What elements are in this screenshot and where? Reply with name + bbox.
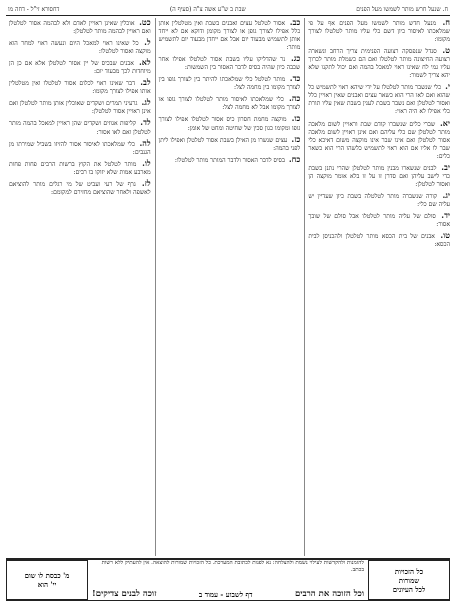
paragraph (308, 191, 450, 209)
paragraph (308, 46, 450, 80)
section-number: לז. (141, 177, 151, 188)
paragraph (9, 159, 151, 177)
column-left (6, 18, 151, 556)
section-number: ח. (442, 18, 450, 27)
paragraph-text: סולם של עליה מותר לטלטלו אבל סולם של שובך אסור: (308, 212, 450, 229)
text-columns (6, 18, 450, 556)
paragraph-text: דבר שאינו ראוי לכלום אסור לטלטלו ואין מטלטלין אותו אפילו לצורך מקומו: (8, 80, 151, 96)
logo-left-line1: מ' כבסת לו שום (24, 571, 70, 580)
paragraph-text: אוכלין שאינן ראויין לאדם ולא לבהמה אסור לטלטלן ואם ראויין לבהמה מותר לטלטלן: (8, 20, 151, 36)
logo-right-line1: כל הזכויות (394, 566, 424, 576)
paragraph-text: גרף של רעי ועביט של מי רגלים מותר להוציאם לאשפה ולאחר שהוציאם מחזירם למקומם: (8, 180, 151, 196)
paragraph (9, 38, 151, 56)
section-number: כו. (291, 113, 301, 124)
section-number: טו. (440, 230, 450, 241)
footer-middle (88, 560, 368, 600)
section-number: כד. (289, 73, 301, 84)
logo-right-line2: שמורות (398, 575, 420, 585)
paragraph (9, 58, 151, 76)
paragraph (9, 139, 151, 157)
paragraph (308, 163, 450, 189)
paragraph (308, 119, 450, 161)
footer-logo-left (6, 560, 88, 600)
paragraph-text: גרעיני תמרים ושקדים שאוכלין אותן מותר לטלטלן ואם אינן ראויין אסור לטלטלן: (8, 100, 151, 116)
page-footer (6, 560, 450, 601)
paragraph-text: קליפות אגוזים ושקדים שהן ראויין למאכל בהמה מותר לטלטלן ואם לאו אסור: (8, 120, 151, 136)
header-center: שבת ב ש"ע אשה צ"ה (סעיף ה) (169, 6, 246, 13)
paragraph-text: כל שאינו ראוי למאכל היום ונעשה ראוי למחר הוא מוקצה ואסור לטלטלו: (8, 40, 151, 56)
footer-slogan-left: זוכה לבנים צדיקים! (92, 589, 157, 599)
paragraph (9, 118, 151, 136)
footer-slogan-row (92, 589, 364, 600)
paragraph (159, 54, 301, 72)
paragraph (308, 231, 450, 249)
column-middle (155, 18, 301, 556)
paragraph (159, 74, 301, 92)
paragraph (308, 82, 450, 116)
footer-fine-print: להזמנות ולהקדשות לעילוי נשמת ולהצלחה: נא לפנות לכתובת המערכת. כל הזכויות שמורות להוצאה. אין להעתיק ללא רשות בכתב. (101, 560, 364, 573)
paragraph (308, 18, 450, 44)
paragraph-text: כלי שמלאכתו לאיסור אסור להזיזו בשביל שמירתו מן הגנבים: (8, 140, 151, 156)
paragraph-text: בסיס לדבר האסור ולדבר המותר מותר לטלטלו: (174, 156, 285, 164)
paragraph (9, 98, 151, 116)
section-number: יב. (441, 161, 450, 172)
paragraph (9, 179, 151, 197)
paragraph-text: שברי כלים שנשברו קודם שבת וראויין לשום מלאכה מותר לטלטלן שם כלי עליהם ואם אינן ראויין לשום מלאכה אסור לטלטלן ואם אינו שבר אינו מוקצה משום דאיכא כלי שבר לו אליו אם הוא ראוי לתשמיש כלשהו הרי הוא כשאר כלים: (308, 120, 450, 160)
paragraph (159, 94, 301, 112)
paragraph-text: אסור לטלטל עצים ואבנים בשבת ואין מטלטלין אותן כלל אפילו לצורך גופן או לצורך מקומן ודוקא אם לא ייחד אותן לתשמיש מבעוד יום אבל אם ייחדן מבעוד יום לתשמיש מותר: (158, 20, 301, 52)
section-number: י. (445, 81, 450, 92)
column-right (304, 18, 450, 556)
paragraph-text: מנעל חדש מותר לשמשו מעל הפנים אף על פי שמלאכתו לאיסור כיון דשם כלי עליו מותר לטלטלו לצורך מקומו: (308, 20, 450, 44)
paragraph-text: עצים שנשרו מן האילן בשבת אסור לטלטלן ואפילו ליתן לפני בהמה: (158, 136, 301, 152)
paragraph (9, 18, 151, 36)
paragraph-text: אבנים שבכיס של יין אסור לטלטלן אלא אם כן הן מיוחדות לכך מבעוד יום: (8, 60, 151, 76)
paragraph-text: נר שהדליקו עליו בשבת אסור לטלטלו אפילו אחר שכבה כיון שהיה בסיס לדבר האסור בין השמשות: (158, 56, 301, 72)
section-number: ט. (442, 45, 450, 56)
logo-right-line3: לכל העיונים (392, 584, 426, 594)
section-number: יא. (439, 117, 450, 128)
paragraph-text: לבנים שנשארו מבנין מותר לטלטלן שהרי נתנן בשבת כדי לישב עליהן ואם סדרן זו על זו בלא אומר מוקצה הן ואסור לטלטלן: (308, 164, 450, 188)
section-number: יד. (441, 209, 450, 220)
paragraph-text: סנדל שנפסקה רצועה הפנימית צריך הרחב ונשארה רצועה החיצונה מותר לטלטלו ואם הם כשמלת מותר לכרוך עליו גמי לח שאינו ראוי למאכל בהמה ואם יכול לתקנו שלא יהא צריך לשמור: (308, 48, 450, 80)
paragraph-text: כלי שנשבר מותר לטלטלו על ידי שיהא ראוי לתשמיש כל שהוא ואם לאו הרי הוא כשאר עצים ואבנים שאין ראויין כלל ואסור לטלטלן ואם נשבר בשבת לענין בשבת שאין עליו תורת כלי אפילו לא היה ראוי: (308, 84, 450, 116)
section-number: לה. (139, 137, 151, 148)
section-number: כח. (288, 153, 301, 164)
paragraph-text: קורה שנשברה מותר לטלטלה בשבת כיון שעדיין יש עליה שם כלי: (308, 192, 450, 208)
paragraph (308, 211, 450, 229)
paragraph-text: מותר לטלטל כלי שמלאכתו להיתר בין לצורך גופו בין לצורך מקומו בין מחמה לצל: (158, 76, 301, 92)
paragraph (159, 135, 301, 153)
section-number: לב. (140, 77, 151, 88)
page-header (6, 6, 450, 16)
paragraph-text: מותר לטלטל את הקוץ ברשות הרבים פחות פחות מארבע אמות שלא יזוקו בו רבים: (8, 160, 151, 176)
header-right: ח. שנעל חרש מותר לשמשו מעל הפנים (356, 6, 448, 13)
section-number: ל. (144, 37, 151, 48)
section-number: לג. (141, 97, 151, 108)
paragraph-text: כלי שמלאכתו לאיסור מותר לטלטלו לצורך גופו או לצורך מקומו אבל לא מחמה לצל: (158, 96, 301, 112)
section-number: כט. (139, 18, 151, 27)
footer-slogan-right: וכל הזוכה את הרבים (295, 589, 364, 599)
section-number: כג. (290, 53, 301, 64)
section-number: לו. (142, 157, 151, 168)
section-number: כב. (289, 18, 301, 27)
paragraph (9, 78, 151, 96)
paragraph (159, 18, 301, 52)
header-left: דחסורא זי"ל - דחה מו (8, 6, 60, 13)
paragraph (159, 114, 301, 132)
section-number: לד. (140, 117, 151, 128)
page-reference: דף לשבוע - עמוד ב (198, 590, 253, 599)
paragraph-text: אבנים של בית הכסא מותר לטלטלן ולהכניסן לבית הכסא: (308, 233, 450, 249)
logo-left-line2: יי' הוא (37, 580, 57, 589)
section-number: כה. (289, 93, 301, 104)
section-number: כז. (291, 133, 301, 144)
paragraph-text: מוקצה מחמת חסרון כיס אסור לטלטלו אפילו לצורך גופו ומקומו כגון סכין של שחיטה ומחט של אומן: (158, 116, 301, 132)
paragraph (159, 155, 301, 165)
footer-logo-right (368, 560, 450, 600)
section-number: לא. (138, 57, 151, 68)
section-number: יג. (442, 189, 450, 200)
